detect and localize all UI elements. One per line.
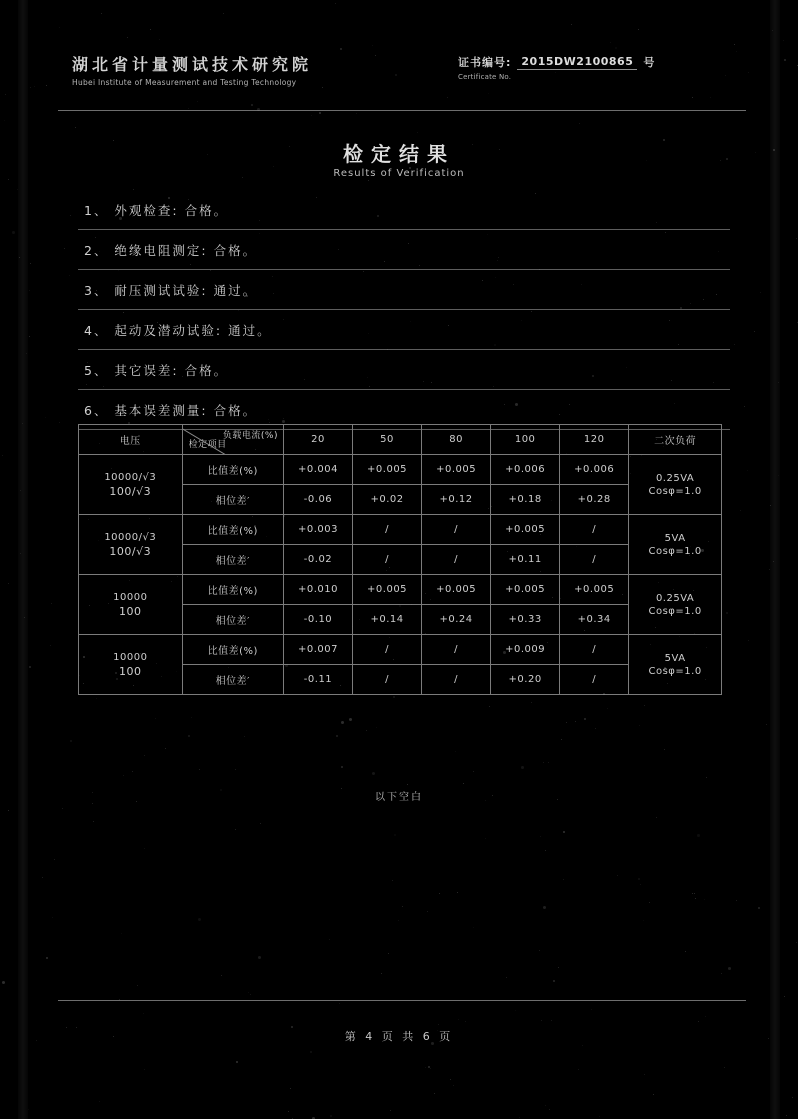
row-item-phase-error: 相位差′: [182, 485, 283, 515]
cell-value: /: [353, 665, 422, 695]
header-load-100: 100: [491, 425, 560, 455]
cell-value: +0.003: [283, 515, 352, 545]
header-split-cell: [182, 425, 283, 455]
table-row: [79, 455, 722, 485]
voltage-denominator: 100/√3: [109, 484, 152, 498]
cell-value: /: [422, 545, 491, 575]
certificate-number-block: [458, 54, 728, 81]
row-burden: [629, 455, 722, 515]
row-item-phase-error: 相位差′: [182, 665, 283, 695]
cell-value: +0.33: [491, 605, 560, 635]
cell-value: +0.009: [491, 635, 560, 665]
footer-divider: [58, 1000, 746, 1001]
certificate-number-suffix: 号: [643, 56, 655, 69]
burden-power-factor: Cosφ=1.0: [648, 605, 702, 617]
cell-value: +0.12: [422, 485, 491, 515]
table-row: [79, 575, 722, 605]
row-burden: [629, 635, 722, 695]
cell-value: +0.004: [283, 455, 352, 485]
voltage-numerator: 10000: [113, 651, 148, 663]
result-item-text: 5、 其它误差: 合格。: [84, 362, 229, 378]
institute-name-cn: 湖北省计量测试技术研究院: [72, 55, 313, 74]
burden-value: 0.25VA: [655, 592, 695, 604]
result-item-text: 1、 外观检查: 合格。: [84, 202, 229, 218]
cell-value: /: [560, 545, 629, 575]
cell-value: +0.005: [422, 575, 491, 605]
header-load-20: 20: [283, 425, 352, 455]
row-item-phase-error: 相位差′: [182, 545, 283, 575]
cell-value: +0.005: [353, 575, 422, 605]
row-item-ratio-error: 比值差(%): [182, 575, 283, 605]
result-item-text: 6、 基本误差测量: 合格。: [84, 402, 258, 418]
page-title-cn: 检定结果: [343, 142, 455, 166]
burden-value: 5VA: [664, 532, 686, 544]
table-row: [79, 515, 722, 545]
burden-power-factor: Cosφ=1.0: [648, 485, 702, 497]
row-voltage-ratio: [79, 575, 183, 635]
cell-value: /: [353, 635, 422, 665]
cell-value: /: [422, 515, 491, 545]
row-burden: [629, 575, 722, 635]
header-load-120: 120: [560, 425, 629, 455]
header-load-80: 80: [422, 425, 491, 455]
cell-value: /: [560, 665, 629, 695]
result-item: [78, 190, 730, 230]
cell-value: +0.18: [491, 485, 560, 515]
voltage-numerator: 10000/√3: [104, 471, 157, 483]
header-verification-item: 检定项目: [188, 440, 227, 450]
table-header-row: [79, 425, 722, 455]
burden-power-factor: Cosφ=1.0: [648, 665, 702, 677]
voltage-numerator: 10000: [113, 591, 148, 603]
cell-value: -0.11: [283, 665, 352, 695]
row-item-phase-error: 相位差′: [182, 605, 283, 635]
cell-value: /: [353, 545, 422, 575]
page-footer: 第 4 页 共 6 页: [344, 1030, 454, 1043]
cell-value: /: [353, 515, 422, 545]
voltage-numerator: 10000/√3: [104, 531, 157, 543]
row-burden: [629, 515, 722, 575]
row-item-ratio-error: 比值差(%): [182, 635, 283, 665]
burden-value: 0.25VA: [655, 472, 695, 484]
header-divider: [58, 110, 746, 111]
result-item: [78, 350, 730, 390]
table-row: [79, 635, 722, 665]
result-item: [78, 270, 730, 310]
blank-note: 以下空白: [375, 792, 423, 803]
cell-value: /: [560, 635, 629, 665]
cell-value: -0.10: [283, 605, 352, 635]
cell-value: +0.010: [283, 575, 352, 605]
cell-value: -0.02: [283, 545, 352, 575]
row-item-ratio-error: 比值差(%): [182, 455, 283, 485]
cell-value: /: [560, 515, 629, 545]
row-voltage-ratio: [79, 515, 183, 575]
measurement-table: [78, 424, 722, 695]
voltage-denominator: 100: [119, 604, 142, 618]
cell-value: /: [422, 635, 491, 665]
result-item: [78, 310, 730, 350]
result-item: [78, 230, 730, 270]
cell-value: +0.24: [422, 605, 491, 635]
result-item-text: 2、 绝缘电阻测定: 合格。: [84, 242, 258, 258]
cell-value: +0.34: [560, 605, 629, 635]
cell-value: +0.28: [560, 485, 629, 515]
row-voltage-ratio: [79, 635, 183, 695]
results-list: [78, 190, 730, 430]
header-load-current: 负载电流(%): [222, 431, 278, 441]
document-header: [72, 52, 728, 96]
cell-value: +0.11: [491, 545, 560, 575]
cell-value: +0.14: [353, 605, 422, 635]
certificate-label-en: Certificate No.: [458, 73, 512, 81]
burden-value: 5VA: [664, 652, 686, 664]
voltage-denominator: 100/√3: [109, 544, 152, 558]
cell-value: +0.005: [491, 515, 560, 545]
result-item-text: 4、 起动及潜动试验: 通过。: [84, 322, 272, 338]
result-item-text: 3、 耐压测试试验: 通过。: [84, 282, 258, 298]
certificate-label-cn: 证书编号:: [458, 56, 512, 69]
cell-value: +0.005: [560, 575, 629, 605]
cell-value: +0.02: [353, 485, 422, 515]
cell-value: /: [422, 665, 491, 695]
row-item-ratio-error: 比值差(%): [182, 515, 283, 545]
institute-name-en: Hubei Institute of Measurement and Testing Technology: [72, 78, 297, 87]
cell-value: -0.06: [283, 485, 352, 515]
page-title-en: Results of Verification: [333, 168, 465, 179]
cell-value: +0.006: [491, 455, 560, 485]
voltage-denominator: 100: [119, 664, 142, 678]
burden-power-factor: Cosφ=1.0: [648, 545, 702, 557]
cell-value: +0.20: [491, 665, 560, 695]
certificate-number-value: 2015DW2100865: [517, 55, 637, 70]
header-voltage: 电压: [79, 425, 183, 455]
header-secondary-burden: 二次负荷: [629, 425, 722, 455]
cell-value: +0.006: [560, 455, 629, 485]
cell-value: +0.005: [353, 455, 422, 485]
cell-value: +0.005: [422, 455, 491, 485]
cell-value: +0.005: [491, 575, 560, 605]
row-voltage-ratio: [79, 455, 183, 515]
header-load-50: 50: [353, 425, 422, 455]
cell-value: +0.007: [283, 635, 352, 665]
